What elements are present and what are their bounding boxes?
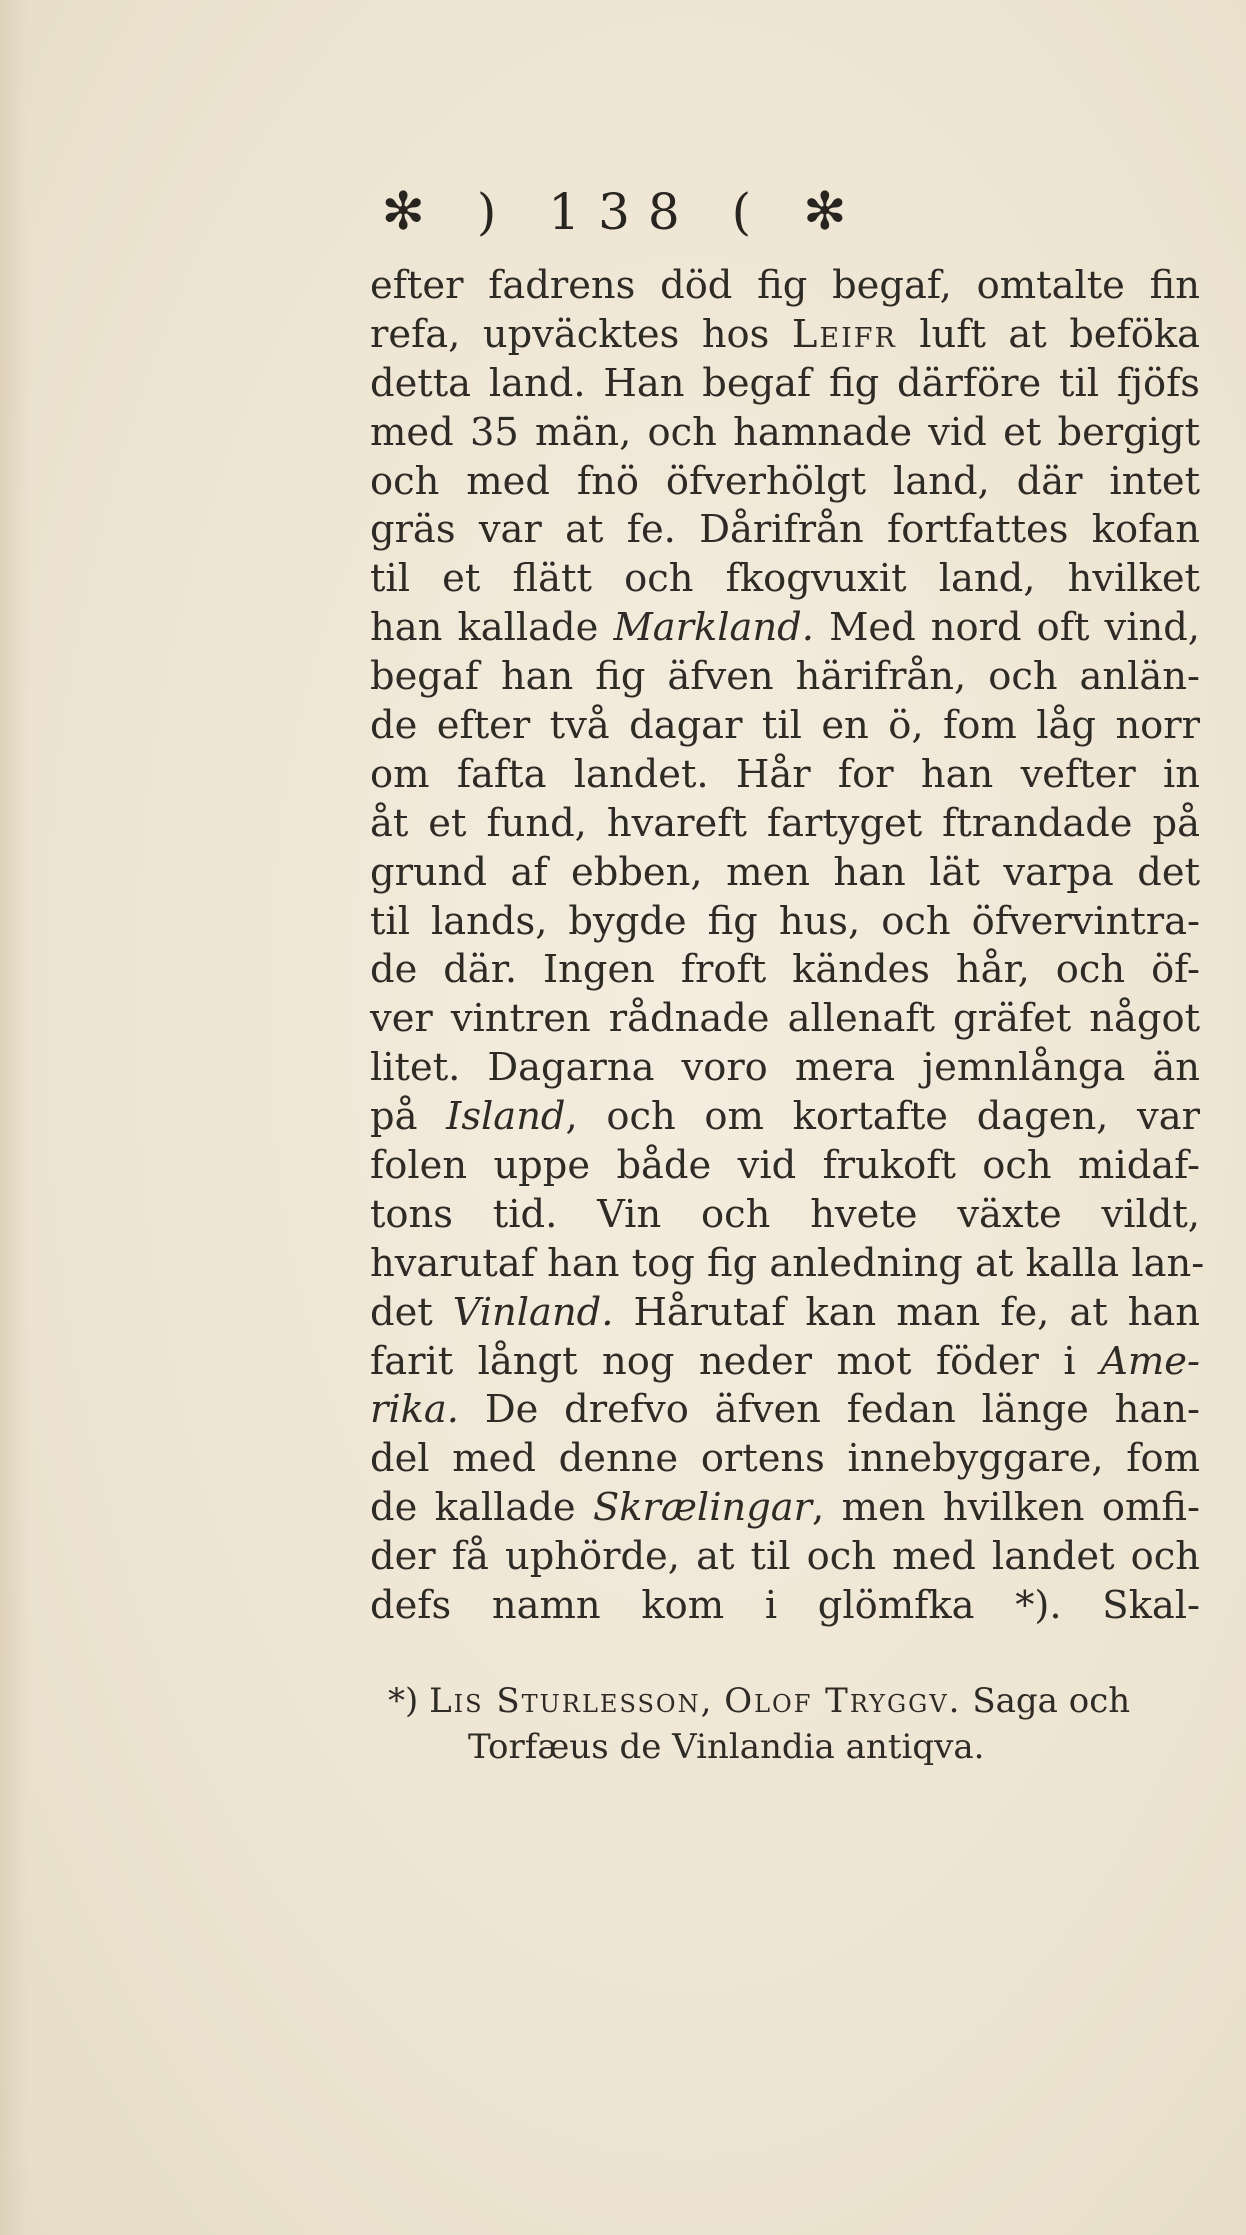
name-island: Island <box>446 1094 566 1140</box>
text-line: med 35 män, och hamnade vid et bergigt <box>370 409 1200 455</box>
footnote <box>388 1678 1200 1770</box>
text-line: det Vinland. Hårutaf kan man fe, at han <box>370 1289 1200 1335</box>
star-ornament-right-icon: ✻ <box>803 182 865 242</box>
body-text <box>370 262 1205 1631</box>
page-header <box>0 182 1246 242</box>
text-line: farit långt nog neder mot föder i Ame- <box>370 1338 1200 1384</box>
text-line: hvarutaf han tog fig anledning at kalla lan- <box>370 1240 1205 1286</box>
footnote-marker: *) <box>388 1681 419 1721</box>
text-line: de efter två dagar til en ö, fom låg norr <box>370 703 1200 749</box>
footnote-author-2: Olof Tryggv. <box>724 1681 962 1721</box>
text-line: på Island, och om kortafte dagen, var <box>370 1094 1200 1140</box>
name-rika: rika. <box>370 1387 459 1433</box>
text-line: efter fadrens död fig begaf, omtalte fin <box>370 263 1200 308</box>
text-line: de där. Ingen froft kändes hår, och öf- <box>370 947 1200 993</box>
text-line: der få uphörde, at til och med landet och <box>370 1534 1200 1580</box>
text-line: folen uppe både vid frukoft och midaf- <box>370 1143 1200 1189</box>
text-line: gräs var at fe. Dårifrån fortfattes kofan <box>370 507 1200 553</box>
footnote-author-1: Lis Sturlesson, <box>429 1681 714 1721</box>
text-line: detta land. Han begaf fig därföre til fjöfs <box>370 360 1200 406</box>
name-skraelingar: Skrælingar <box>592 1485 813 1531</box>
text-line: om fafta landet. Hår for han vefter in <box>370 751 1200 797</box>
star-ornament-left-icon: ✻ <box>381 182 443 242</box>
text-line: åt et fund, hvareft fartyget ftrandade på <box>370 800 1200 846</box>
text-line: tons tid. Vin och hvete växte vildt, <box>370 1191 1200 1237</box>
text-line: de kallade Skrælingar, men hvilken omfi- <box>370 1485 1200 1531</box>
text-line: til et flätt och fkogvuxit land, hvilket <box>370 556 1200 602</box>
header-paren-left: ) <box>476 183 515 241</box>
text-line: litet. Dagarna voro mera jemnlånga än <box>370 1045 1200 1091</box>
text-line: rika. De drefvo äfven fedan länge han- <box>370 1387 1200 1433</box>
text-line: del med denne ortens innebyggare, fom <box>370 1436 1200 1482</box>
text-line: han kallade Markland. Med nord oft vind, <box>370 605 1200 651</box>
text-line: ver vintren rådnade allenaft gräfet något <box>370 996 1200 1042</box>
name-ame: Ame- <box>1100 1338 1200 1384</box>
name-vinland: Vinland. <box>452 1289 614 1335</box>
page-edge-shadow <box>0 0 28 2235</box>
text-line: begaf han fig äfven härifrån, och anlän- <box>370 654 1200 700</box>
name-markland: Markland. <box>613 605 814 651</box>
text-line: til lands, bygde fig hus, och öfvervintra- <box>370 898 1200 944</box>
name-leifr: Leifr <box>791 311 897 357</box>
text-line: refa, upväcktes hos Leifr luft at beföka <box>370 311 1200 357</box>
header-paren-right: ( <box>731 183 770 241</box>
text-line: och med fnö öfverhölgt land, där intet <box>370 458 1200 504</box>
footnote-line: *) Lis Sturlesson, Olof Tryggv. Saga och <box>388 1681 1131 1721</box>
page-number: 138 <box>548 183 698 241</box>
text-line: defs namn kom i glömfka *). Skal- <box>370 1583 1200 1629</box>
footnote-line: Torfæus de Vinlandia antiqva. <box>468 1727 985 1767</box>
text-line: grund af ebben, men han lät varpa det <box>370 849 1200 895</box>
